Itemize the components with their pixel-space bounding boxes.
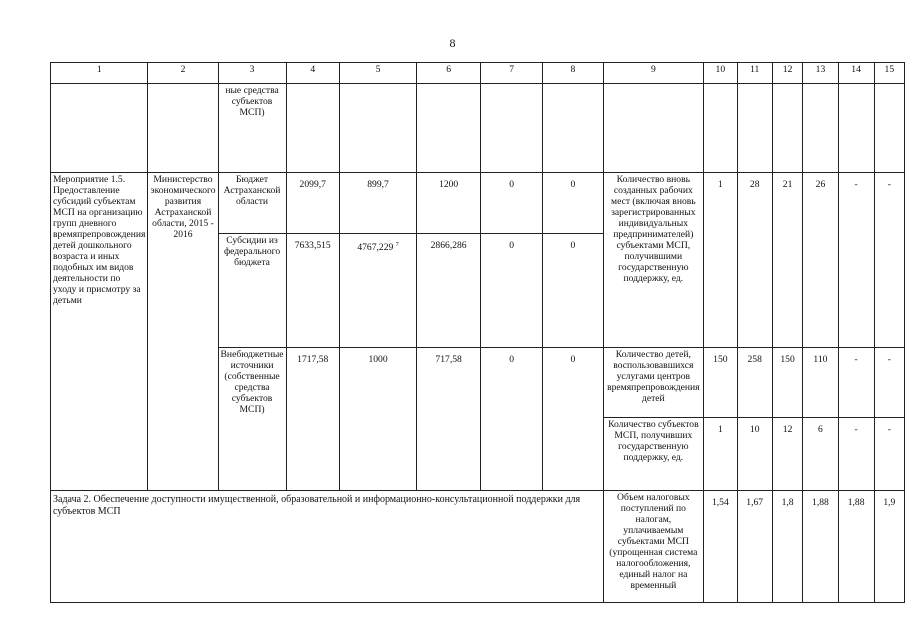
value-cell: 1000 bbox=[339, 348, 416, 491]
col-header: 14 bbox=[838, 63, 874, 84]
indicator-value: - bbox=[838, 348, 874, 418]
source-cell: Бюджет Астраханской области bbox=[218, 173, 286, 234]
value-text: 4767,229 bbox=[357, 242, 394, 254]
header-row bbox=[51, 63, 905, 84]
indicator-value: 1 bbox=[704, 173, 737, 348]
value-cell: 1200 bbox=[417, 173, 481, 234]
col-header: 4 bbox=[286, 63, 339, 84]
indicator-value: 26 bbox=[803, 173, 838, 348]
value-cell: 2099,7 bbox=[286, 173, 339, 234]
program-table bbox=[50, 62, 905, 603]
indicator-value: 110 bbox=[803, 348, 838, 418]
col-header: 10 bbox=[704, 63, 737, 84]
indicator-value: 1,88 bbox=[838, 491, 874, 603]
indicator-value: 150 bbox=[772, 348, 803, 418]
value-cell: 0 bbox=[543, 348, 603, 491]
indicator-value: 150 bbox=[704, 348, 737, 418]
indicator-value: 1,9 bbox=[874, 491, 904, 603]
page-number: 8 bbox=[449, 36, 456, 50]
indicator-cell: Объем налоговых поступлений по налогам, уплачиваемым субъектами МСП (упрощенная система налогообложения, единый налог на временный bbox=[603, 491, 704, 603]
value-cell: 717,58 bbox=[417, 348, 481, 491]
indicator-value: 21 bbox=[772, 173, 803, 348]
indicator-value: 1,88 bbox=[803, 491, 838, 603]
value-cell: 0 bbox=[481, 348, 543, 491]
value-cell: 0 bbox=[543, 173, 603, 234]
col-header: 11 bbox=[737, 63, 772, 84]
col-header: 7 bbox=[481, 63, 543, 84]
indicator-value: - bbox=[874, 173, 904, 348]
col-header: 15 bbox=[874, 63, 904, 84]
col-header: 3 bbox=[218, 63, 286, 84]
col-header: 12 bbox=[772, 63, 803, 84]
col-header: 13 bbox=[803, 63, 838, 84]
value-cell: 899,7 bbox=[339, 173, 416, 234]
value-cell: 1717,58 bbox=[286, 348, 339, 491]
indicator-cell: Количество вновь созданных рабочих мест (включая вновь зарегистрированных индивидуальных предпринимателей) субъектами МСП, получившими государственную поддержку, ед. bbox=[603, 173, 704, 348]
col-header: 1 bbox=[51, 63, 148, 84]
indicator-value: 6 bbox=[803, 418, 838, 491]
indicator-value: 12 bbox=[772, 418, 803, 491]
value-cell: 2866,286 bbox=[417, 234, 481, 348]
col-header: 9 bbox=[603, 63, 704, 84]
source-cell: Внебюджетные источники (собственные средства субъектов МСП) bbox=[218, 348, 286, 491]
indicator-value: 1,8 bbox=[772, 491, 803, 603]
measure-name: Мероприятие 1.5. Предоставление субсидий субъектам МСП на организацию групп дневного времяпрепровождения детей дошкольного возраста и иных подобных им видов деятельности по уходу и присмотру за детьми bbox=[51, 173, 148, 491]
indicator-value: - bbox=[838, 418, 874, 491]
value-cell bbox=[339, 234, 416, 348]
value-cell: 0 bbox=[543, 234, 603, 348]
indicator-value: 10 bbox=[737, 418, 772, 491]
source-cell: ные средства субъектов МСП) bbox=[218, 84, 286, 173]
indicator-cell: Количество субъектов МСП, получивших государственную поддержку, ед. bbox=[603, 418, 704, 491]
indicator-value: 28 bbox=[737, 173, 772, 348]
indicator-value: 1 bbox=[704, 418, 737, 491]
value-cell: 7633,515 bbox=[286, 234, 339, 348]
task-heading: Задача 2. Обеспечение доступности имущественной, образовательной и информационно-консультационной поддержки для субъектов МСП bbox=[51, 491, 604, 603]
continuation-row bbox=[51, 84, 905, 173]
indicator-value: - bbox=[874, 348, 904, 418]
footnote-mark: 7 bbox=[395, 242, 399, 248]
value-cell: 0 bbox=[481, 234, 543, 348]
indicator-value: 1,67 bbox=[737, 491, 772, 603]
task-row bbox=[51, 491, 905, 603]
col-header: 8 bbox=[543, 63, 603, 84]
col-header: 5 bbox=[339, 63, 416, 84]
source-cell: Субсидии из федерального бюджета bbox=[218, 234, 286, 348]
indicator-value: - bbox=[874, 418, 904, 491]
table-row bbox=[51, 173, 905, 234]
col-header: 2 bbox=[148, 63, 218, 84]
col-header: 6 bbox=[417, 63, 481, 84]
executor: Министерство экономического развития Астраханской области, 2015 - 2016 bbox=[148, 173, 218, 491]
value-cell: 0 bbox=[481, 173, 543, 234]
indicator-cell: Количество детей, воспользовавшихся услугами центров времяпрепровождения детей bbox=[603, 348, 704, 418]
indicator-value: - bbox=[838, 173, 874, 348]
indicator-value: 1,54 bbox=[704, 491, 737, 603]
indicator-value: 258 bbox=[737, 348, 772, 418]
